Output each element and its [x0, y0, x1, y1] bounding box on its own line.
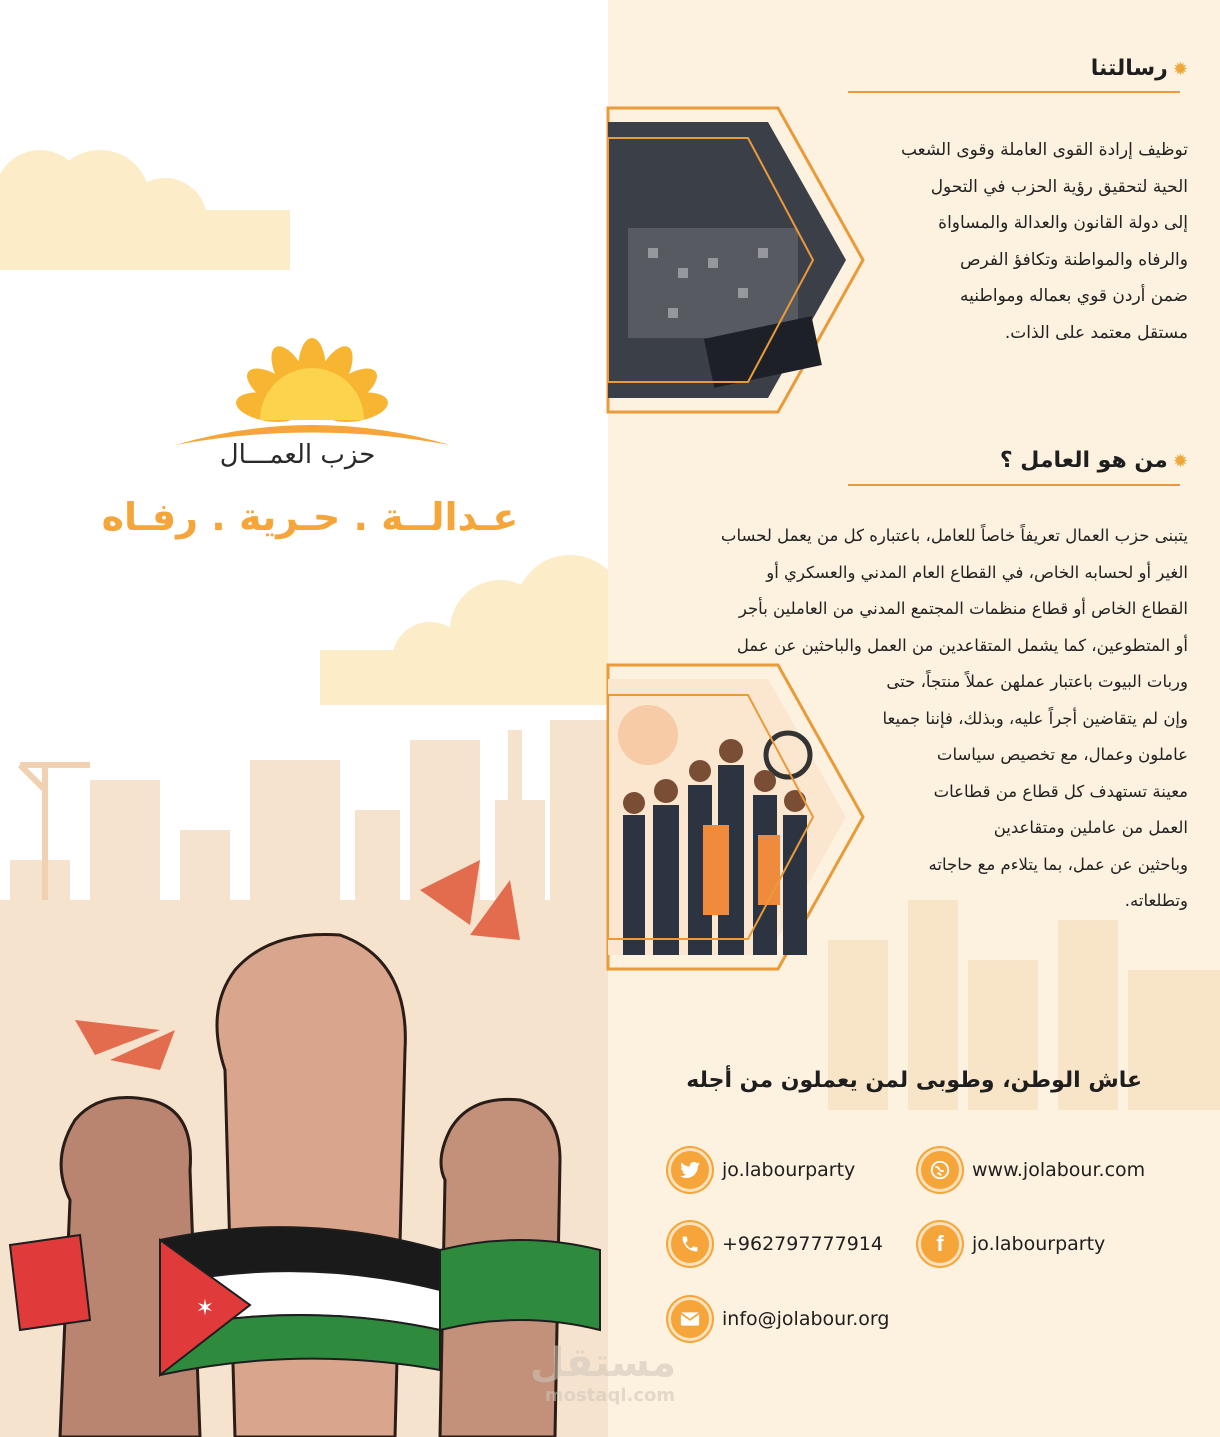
mission-line: مستقل معتمد على الذات.: [1004, 322, 1188, 343]
mission-line: توظيف إرادة القوى العاملة وقوى الشعب: [900, 140, 1188, 160]
contact-facebook[interactable]: [918, 1222, 1105, 1266]
flag-star-icon: ✶: [195, 1296, 215, 1321]
twitter-handle[interactable]: jo.labourparty: [722, 1159, 856, 1181]
mission-underline: [848, 91, 1180, 93]
phone-number[interactable]: +962797777914: [722, 1233, 883, 1255]
email-icon: [668, 1297, 712, 1341]
slogan: عـدالــة . حـرية . رفـاه: [101, 495, 519, 539]
worker-header: [838, 448, 1188, 473]
sun-bullet-icon: ✹: [1172, 59, 1188, 80]
watermark-latin: mostaql.com: [544, 1385, 676, 1406]
worker-line: الغير أو لحسابه الخاص، في القطاع العام المدني والعسكري أو: [766, 562, 1188, 582]
contact-email[interactable]: [668, 1297, 889, 1341]
worker-line: معينة تستهدف كل قطاع من قطاعات: [933, 781, 1188, 801]
mission-line: الحية لتحقيق رؤية الحزب في التحول: [930, 176, 1188, 197]
mission-line: إلى دولة القانون والعدالة والمساواة: [938, 213, 1188, 233]
mission-line: والرفاه والمواطنة وتكافؤ الفرص: [960, 249, 1188, 270]
website-url[interactable]: www.jolabour.com: [972, 1159, 1146, 1181]
sun-bullet-icon: ✹: [1172, 451, 1188, 472]
party-name: حزب العمـــال: [219, 440, 376, 470]
facebook-icon: f: [918, 1222, 962, 1266]
facebook-handle[interactable]: jo.labourparty: [972, 1233, 1106, 1255]
email-address[interactable]: info@jolabour.org: [722, 1308, 890, 1330]
worker-line: وربات البيوت باعتبار عملهن عملاً منتجاً، حتى: [886, 672, 1188, 691]
closing-slogan: عاش الوطن، وطوبى لمن يعملون من أجله: [686, 1068, 1142, 1093]
worker-line: يتبنى حزب العمال تعريفاً خاصاً للعامل، باعتباره كل من يعمل لحساب: [720, 526, 1188, 545]
contact-phone[interactable]: [668, 1222, 883, 1266]
twitter-icon: [668, 1148, 712, 1192]
cloud-mid: [320, 555, 625, 705]
mission-line: ضمن أردن قوي بعماله ومواطنيه: [960, 286, 1188, 306]
cloud-top: [0, 150, 290, 270]
mission-text: [818, 132, 1188, 351]
worker-line: وإن لم يتقاضين أجراً عليه، وبذلك، فإننا جميعا: [882, 708, 1188, 728]
right-panel: [529, 0, 1220, 1437]
worker-line: وباحثين عن عمل، بما يتلاءم مع حاجاته: [928, 854, 1188, 874]
watermark-arabic: مستقل: [529, 1340, 677, 1386]
sun-logo-icon: [175, 320, 450, 450]
left-illustration: [0, 0, 608, 1437]
worker-title: من هو العامل ؟: [999, 448, 1168, 473]
worker-line: القطاع الخاص أو قطاع منظمات المجتمع المدني من العاملين بأجر: [738, 599, 1188, 618]
worker-line: عاملون وعمال، مع تخصيص سياسات: [936, 745, 1188, 764]
worker-text-full: [618, 518, 1188, 664]
worker-line: أو المتطوعين، كما يشمل المتقاعدين من العمل والباحثين عن عمل: [736, 635, 1188, 655]
globe-icon: [918, 1148, 962, 1192]
worker-line: وتطلعاته.: [1124, 891, 1188, 910]
worker-underline: [848, 484, 1180, 486]
mission-title: رسالتنا: [1090, 56, 1168, 81]
contact-website[interactable]: [918, 1148, 1145, 1192]
worker-line: العمل من عاملين ومتقاعدين: [993, 818, 1188, 837]
worker-text-short: [818, 664, 1188, 920]
phone-icon: [668, 1222, 712, 1266]
contact-twitter[interactable]: [668, 1148, 855, 1192]
left-panel: [0, 0, 608, 1437]
mission-header: [838, 56, 1188, 81]
